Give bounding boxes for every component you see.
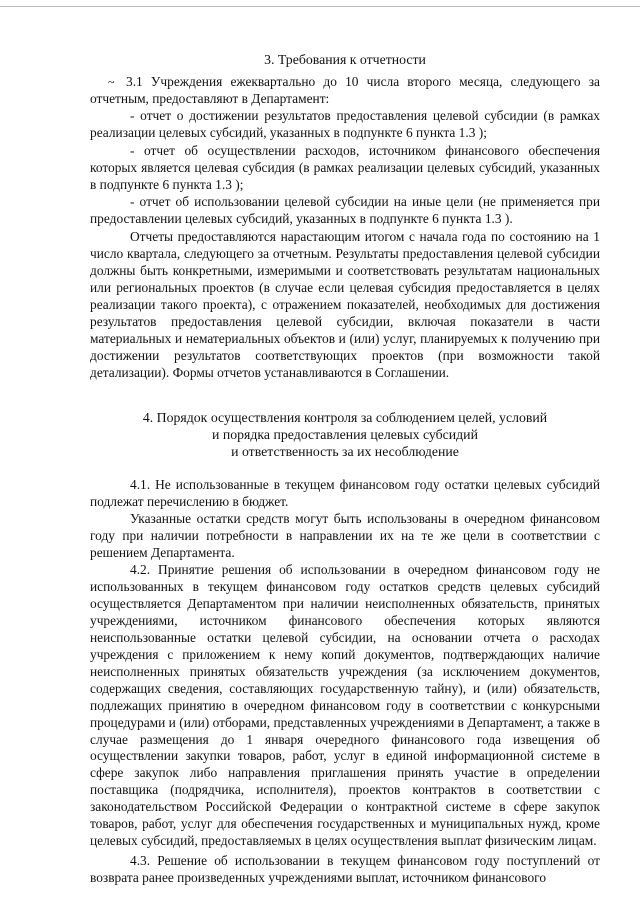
section-4-heading-line-1: 4. Порядок осуществления контроля за соблюдением целей, условий [142,410,548,425]
paragraph-report-other-use: - отчет об использовании целевой субсидии на иные цели (не применяется при предоставлении целевых субсидий, указанных в подпункте 6 пункта 1.3 ). [90,194,600,226]
section-4-heading-line-3: и ответственность за их несоблюдение [231,444,459,459]
section-3-heading: 3. Требования к отчетности [264,52,426,67]
paragraph-3-1-text: 3.1 Учреждения ежеквартально до 10 числа второго месяца, следующего за отчетным, предоставляют в Департамент: [90,74,600,106]
paragraph-4-1: 4.1. Не использованные в текущем финансовом году остатки целевых субсидий подлежат перечислению в бюджет. [90,477,600,509]
paragraph-report-results: - отчет о достижении результатов предоставления целевой субсидии (в рамках реализации целевых субсидий, указанных в подпункте 6 пункта 1.3 ); [90,108,600,140]
handwritten-mark: ~ [108,75,115,89]
paragraph-3-1 [90,74,600,108]
paragraph-reports-cumulative: Отчеты предоставляются нарастающим итогом с начала года по состоянию на 1 число квартала, следующего за отчетным. Результаты предоставления целевой субсидии должны быть конкретными, измеримыми и соответствовать результатам национальных или региональных проектов (в случае если целевая субсидия предоставляется в целях реализации такого проекта), с отражением показателей, необходимых для достижения результатов предоставления целевой субсидии, включая показатели в части материальных и нематериальных объектов и (или) услуг, планируемых к получению при достижении результатов соответствующих проектов (при возможности такой детализации). Формы отчетов устанавливаются в Соглашении. [90,229,600,380]
scan-edge-line [0,6,640,7]
paragraph-4-3: 4.3. Решение об использовании в текущем финансовом году поступлений от возврата ранее произведенных учреждениями выплат, источником финансового [90,853,600,885]
section-4-heading-line-2: и порядка предоставления целевых субсидий [212,427,478,442]
paragraph-report-expenses: - отчет об осуществлении расходов, источником финансового обеспечения которых является целевая субсидия (в рамках реализации целевых субсидий, указанных в подпункте 6 пункта 1.3 ); [90,143,600,192]
paragraph-4-2: 4.2. Принятие решения об использовании в очередном финансовом году не использованных в текущем финансовом году остатков средств целевых субсидий осуществляется Департаментом при наличии неисполненных обязательств, принятых учреждениями, источником финансового обеспечения которых являются неиспользованные остатки целевой субсидии, на основании отчета о расходах учреждения с приложением к нему копий документов, подтверждающих наличие неисполненных принятых обязательств учреждения (за исключением документов, содержащих сведения, составляющих государственную тайну), и (или) обязательств, подлежащих принятию в очередном финансовом году в соответствии с конкурсными процедурами и (или) отборами, представленных учреждениями в Департамент, а также в случае размещения до 1 января очередного финансового года извещения об осуществлении закупки товаров, работ, услуг в единой информационной системе в сфере закупок либо направления приглашения принять участие в определении поставщика (подрядчика, исполнителя), проектов контрактов в соответствии с законодательством Российской Федерации о контрактной системе в сфере закупок товаров, работ, услуг для обеспечения государственных и муниципальных нужд, кроме целевых субсидий, предоставляемых в целях осуществления выплат физическим лицам. [90,562,600,849]
paragraph-remaining-funds: Указанные остатки средств могут быть использованы в очередном финансовом году при наличии потребности в направлении их на те же цели в соответствии с решением Департамента. [90,511,600,560]
